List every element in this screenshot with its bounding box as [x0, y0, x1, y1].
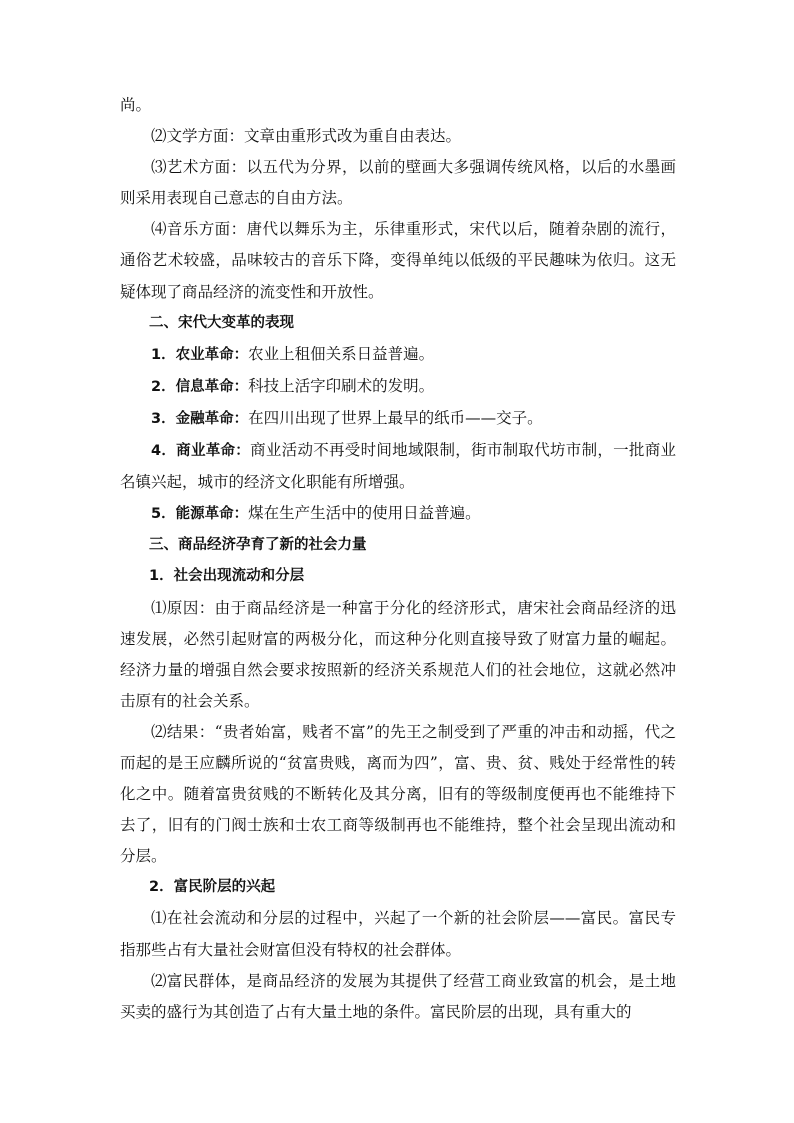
list-item-label: 5．能源革命：	[151, 506, 249, 523]
section-heading-2: 二、宋代大变革的表现	[149, 314, 294, 331]
list-item-text: 商业活动不再受时间地域限制，街市制取代坊市制，一批商业名镇兴起，城市的经济文化职能有所增强。	[120, 441, 676, 492]
list-item-text: 在四川出现了世界上最早的纸币——交子。	[248, 408, 543, 427]
subheading-social-mobility: 1．社会出现流动和分层	[149, 568, 305, 585]
list-item-text: 农业上租佃关系日益普遍。	[248, 344, 435, 363]
subheading-rich-commoners: 2．富民阶层的兴起	[149, 879, 276, 896]
paragraph-result: ⑵结果：“贵者始富，贱者不富”的先王之制受到了严重的冲击和动摇，代之而起的是王应麟所说的“贫富贵贱，离而为四”，富、贵、贫、贱处于经常性的转化之中。随着富贵贫贱的不断转化及其分离，旧有的等级制度便再也不能维持下去了，旧有的门阀士族和士农工商等级制再也不能维持，整个社会呈现出流动和分层。	[120, 722, 676, 866]
list-item-agriculture	[120, 339, 676, 371]
list-item-text: 科技上活字印刷术的发明。	[248, 376, 435, 395]
list-item-label: 3．金融革命：	[151, 410, 249, 427]
list-item-label: 1．农业革命：	[151, 346, 249, 363]
section-heading-3: 三、商品经济孕育了新的社会力量	[149, 537, 367, 554]
paragraph-rich-commoners-1: ⑴在社会流动和分层的过程中，兴起了一个新的社会阶层——富民。富民专指那些占有大量社会财富但没有特权的社会群体。	[120, 909, 676, 959]
document-page	[120, 90, 676, 1028]
paragraph-continuation: 尚。	[120, 96, 152, 114]
list-item-information	[120, 371, 676, 403]
paragraph-cause: ⑴原因：由于商品经济是一种富于分化的经济形式，唐宋社会商品经济的迅速发展，必然引起财富的两极分化，而这种分化则直接导致了财富力量的崛起。经济力量的增强自然会要求按照新的经济关系规范人们的社会地位，这就必然冲击原有的社会关系。	[120, 598, 676, 710]
paragraph-literature: ⑵文学方面：文章由重形式改为重自由表达。	[151, 127, 462, 146]
paragraph-art: ⑶艺术方面：以五代为分界，以前的壁画大多强调传统风格，以后的水墨画则采用表现自己意志的自由方法。	[120, 158, 676, 208]
list-item-commerce	[120, 435, 676, 498]
paragraph-rich-commoners-2: ⑵富民群体，是商品经济的发展为其提供了经营工商业致富的机会，是土地买卖的盛行为其创造了占有大量土地的条件。富民阶层的出现，具有重大的	[120, 971, 676, 1021]
paragraph-music: ⑷音乐方面：唐代以舞乐为主，乐律重形式，宋代以后，随着杂剧的流行，通俗艺术较盛，品味较古的音乐下降，变得单纯以低级的平民趣味为依归。这无疑体现了商品经济的流变性和开放性。	[120, 220, 676, 301]
list-item-text: 煤在生产生活中的使用日益普遍。	[248, 504, 481, 523]
list-item-label: 4．商业革命：	[151, 443, 251, 460]
list-item-energy	[120, 498, 676, 530]
list-item-finance	[120, 403, 676, 435]
list-item-label: 2．信息革命：	[151, 378, 249, 395]
